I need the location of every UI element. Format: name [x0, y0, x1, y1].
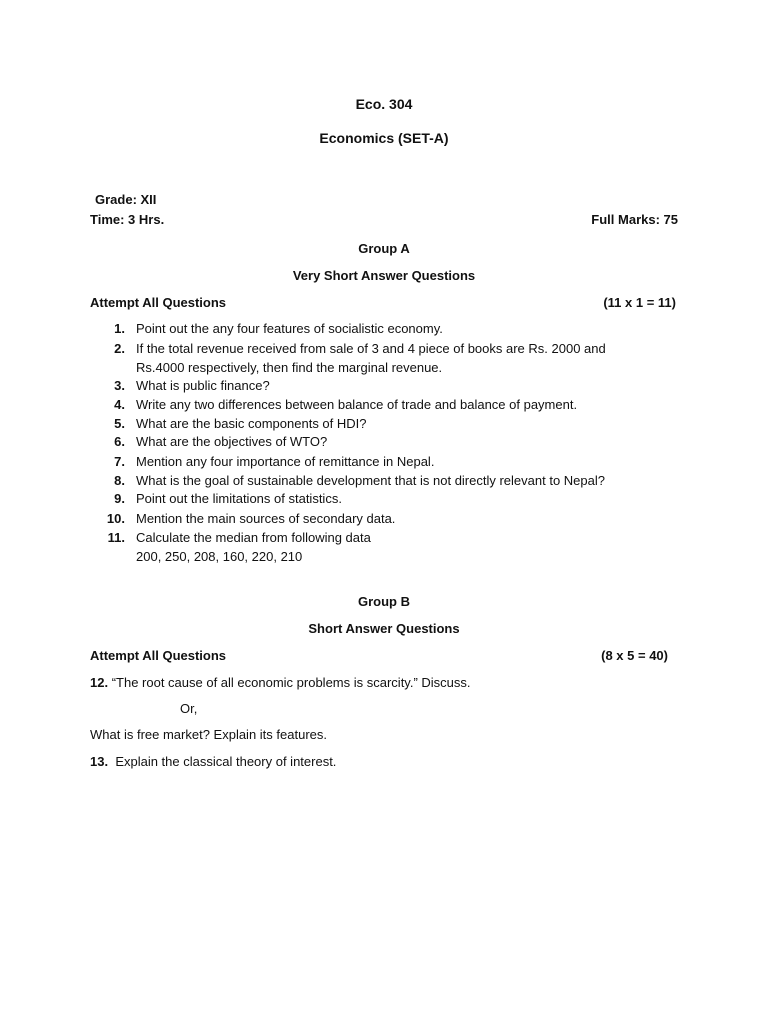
group-b-instruction: Attempt All Questions — [90, 648, 227, 663]
question-text: What is public finance? — [136, 378, 270, 393]
question-number: 10. — [106, 511, 125, 526]
subject-title: Economics (SET-A) — [319, 130, 449, 146]
question-12-or: Or, — [180, 701, 198, 716]
group-b-title: Group B — [358, 594, 410, 609]
question-12-text: “The root cause of all economic problems is scarcity.” Discuss. — [108, 675, 471, 690]
question-text: What are the objectives of WTO? — [136, 434, 328, 449]
question-12 — [90, 675, 471, 691]
course-code: Eco. 304 — [355, 96, 413, 112]
group-a-instruction: Attempt All Questions — [90, 295, 227, 310]
group-a-marks: (11 x 1 = 11) — [603, 295, 676, 310]
question-13-text: Explain the classical theory of interest. — [115, 754, 337, 769]
question-text: If the total revenue received from sale of 3 and 4 piece of books are Rs. 2000 and — [136, 341, 606, 356]
group-a-subtitle: Very Short Answer Questions — [292, 268, 476, 283]
question-number: 3. — [114, 378, 125, 393]
grade-label: Grade: XII — [95, 192, 157, 207]
question-text: What are the basic components of HDI? — [136, 416, 367, 431]
question-number: 9. — [114, 491, 125, 506]
question-13-number: 13. — [90, 754, 109, 769]
group-b-subtitle: Short Answer Questions — [308, 621, 460, 636]
full-marks-label: Full Marks: 75 — [591, 212, 678, 227]
question-text: Point out the limitations of statistics. — [136, 491, 342, 506]
question-13 — [90, 754, 336, 770]
question-text: Point out the any four features of socialistic economy. — [136, 321, 443, 336]
question-text: Mention any four importance of remittance in Nepal. — [136, 454, 435, 469]
question-text: 200, 250, 208, 160, 220, 210 — [136, 549, 303, 564]
question-12-number: 12. — [90, 675, 109, 690]
question-number: 11. — [107, 530, 125, 545]
group-a-title: Group A — [358, 241, 410, 256]
question-text: Calculate the median from following data — [136, 530, 371, 545]
question-number: 1. — [114, 321, 125, 336]
question-text: What is the goal of sustainable development that is not directly relevant to Nepal? — [136, 473, 605, 488]
question-text: Mention the main sources of secondary data. — [136, 511, 396, 526]
question-number: 8. — [114, 473, 125, 488]
question-12-alternative: What is free market? Explain its features. — [90, 727, 327, 742]
group-b-marks: (8 x 5 = 40) — [601, 648, 668, 663]
question-number: 5. — [114, 416, 125, 431]
time-label: Time: 3 Hrs. — [90, 212, 165, 227]
question-number: 2. — [114, 341, 125, 356]
question-text: Rs.4000 respectively, then find the marginal revenue. — [136, 360, 443, 375]
question-number: 7. — [114, 454, 125, 469]
question-number: 6. — [114, 434, 125, 449]
question-text: Write any two differences between balance of trade and balance of payment. — [136, 397, 578, 412]
question-number: 4. — [114, 397, 125, 412]
